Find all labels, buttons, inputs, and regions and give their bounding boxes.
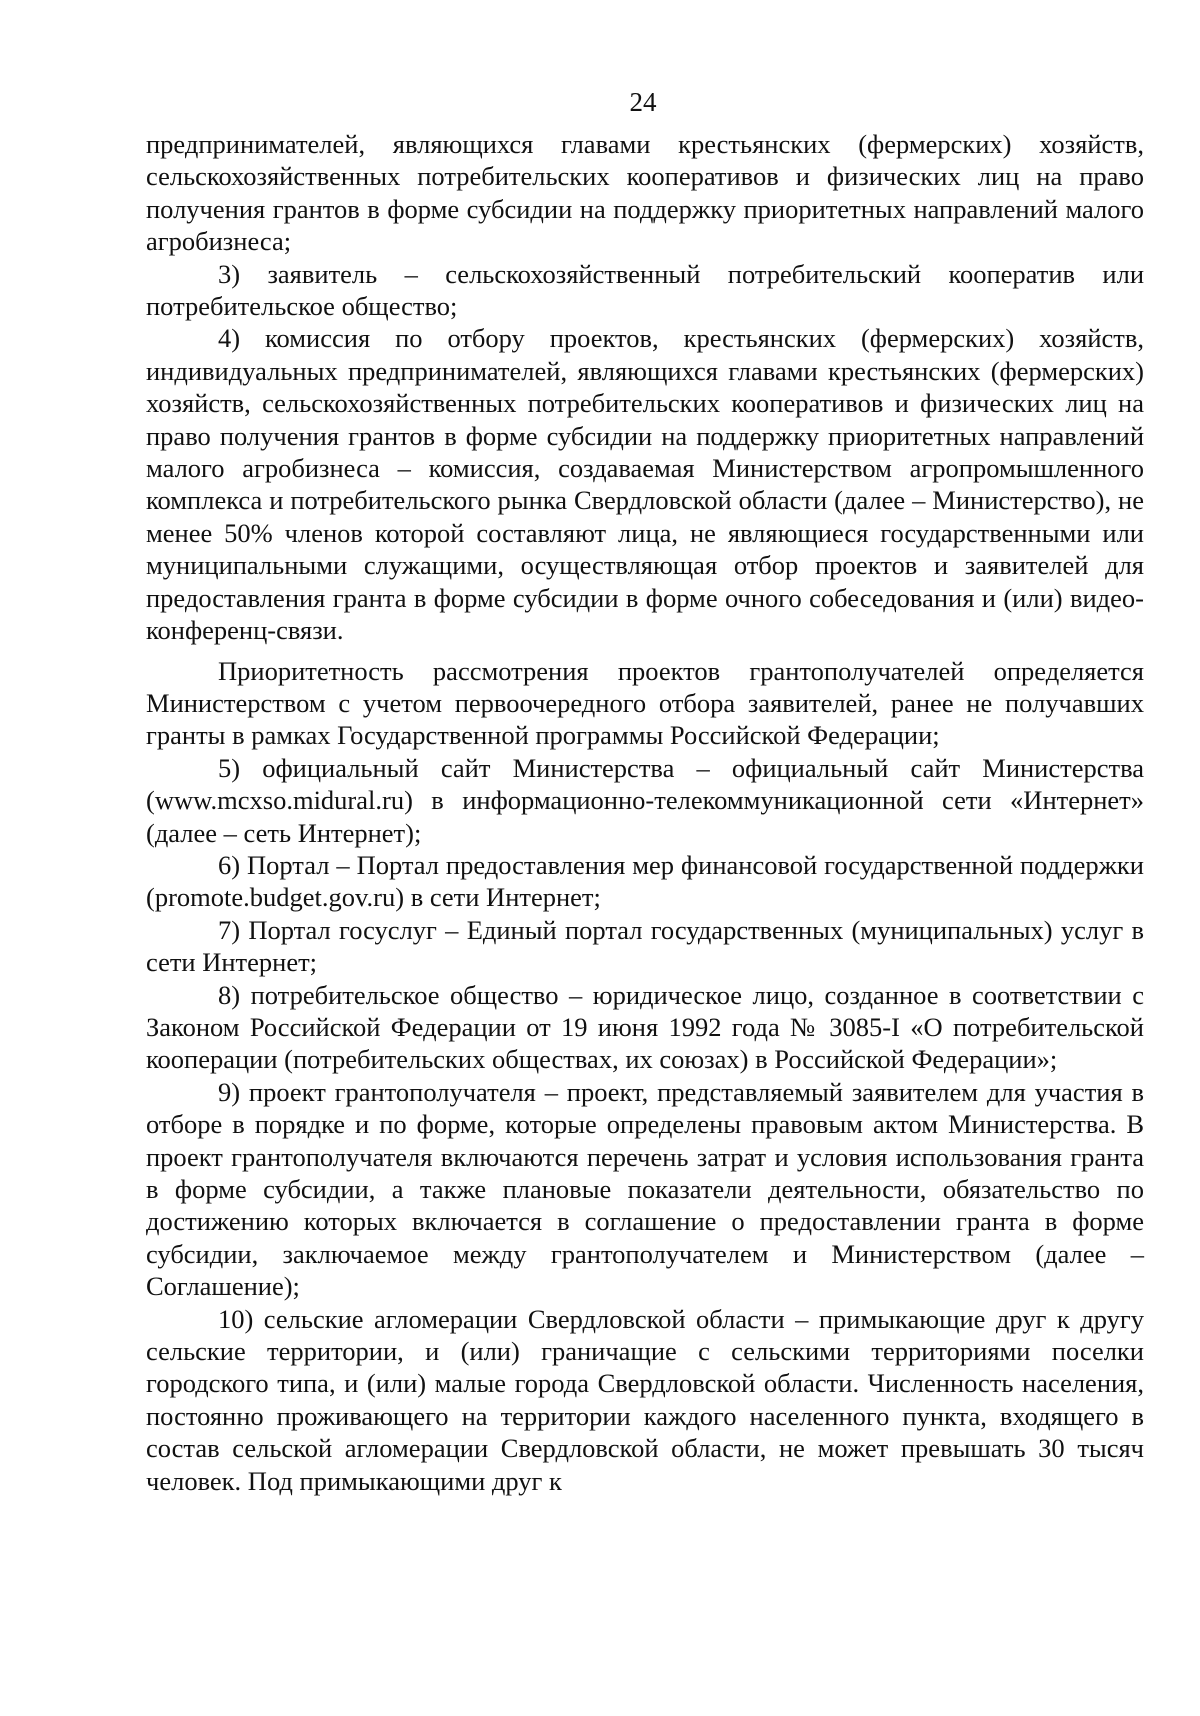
paragraph-continuation: предпринимателей, являющихся главами крестьянских (фермерских) хозяйств, сельскохозяйственных потребительских кооперативов и физических лиц на право получения грантов в форме субсидии на поддержку приоритетных направлений малого агробизнеса; [146, 129, 1144, 257]
paragraph-item-7: 7) Портал госуслуг – Единый портал государственных (муниципальных) услуг в сети Интернет; [146, 914, 1144, 978]
paragraph-item-10: 10) сельские агломерации Свердловской области – примыкающие друг к другу сельские территории, и (или) граничащие с сельскими территориями поселки городского типа, и (или) малые города Свердловской области. Численность населения, постоянно проживающего на территории каждого населенного пункта, входящего в состав сельской агломерации Свердловской области, не может превышать 30 тысяч человек. Под примыкающими друг к [146, 1303, 1144, 1496]
paragraph-priority: Приоритетность рассмотрения проектов грантополучателей определяется Министерством с учетом первоочередного отбора заявителей, ранее не получавших гранты в рамках Государственной программы Российской Федерации; [146, 655, 1144, 751]
document-body [146, 128, 1144, 1497]
paragraph-item-8: 8) потребительское общество – юридическое лицо, созданное в соответствии с Законом Российской Федерации от 19 июня 1992 года № 3085-I «О потребительской кооперации (потребительских обществах, их союзах) в Российской Федерации»; [146, 979, 1144, 1075]
paragraph-item-4: 4) комиссия по отбору проектов, крестьянских (фермерских) хозяйств, индивидуальных предпринимателей, являющихся главами крестьянских (фермерских) хозяйств, сельскохозяйственных потребительских кооперативов и физических лиц на право получения грантов в форме субсидии на поддержку приоритетных направлений малого агробизнеса – комиссия, создаваемая Министерством агропромышленного комплекса и потребительского рынка Свердловской области (далее – Министерство), не менее 50% членов которой составляют лица, не являющиеся государственными или муниципальными служащими, осуществляющая отбор проектов и заявителей для предоставления гранта в форме субсидии в форме очного собеседования и (или) видео-конференц-связи. [146, 323, 1144, 646]
page-number: 24 [629, 87, 657, 117]
paragraph-item-6: 6) Портал – Портал предоставления мер финансовой государственной поддержки (promote.budget.gov.ru) в сети Интернет; [146, 849, 1144, 913]
paragraph-item-3: 3) заявитель – сельскохозяйственный потребительский кооператив или потребительское общество; [146, 258, 1144, 322]
paragraph-item-9: 9) проект грантополучателя – проект, представляемый заявителем для участия в отборе в порядке и по форме, которые определены правовым актом Министерства. В проект грантополучателя включаются перечень затрат и условия использования гранта в форме субсидии, а также плановые показатели деятельности, обязательство по достижению которых включается в соглашение о предоставлении гранта в форме субсидии, заключаемое между грантополучателем и Министерством (далее – Соглашение); [146, 1076, 1144, 1302]
paragraph-item-5: 5) официальный сайт Министерства – официальный сайт Министерства (www.mcxso.midural.ru) в информационно-телекоммуникационной сети «Интернет» (далее – сеть Интернет); [146, 752, 1144, 848]
